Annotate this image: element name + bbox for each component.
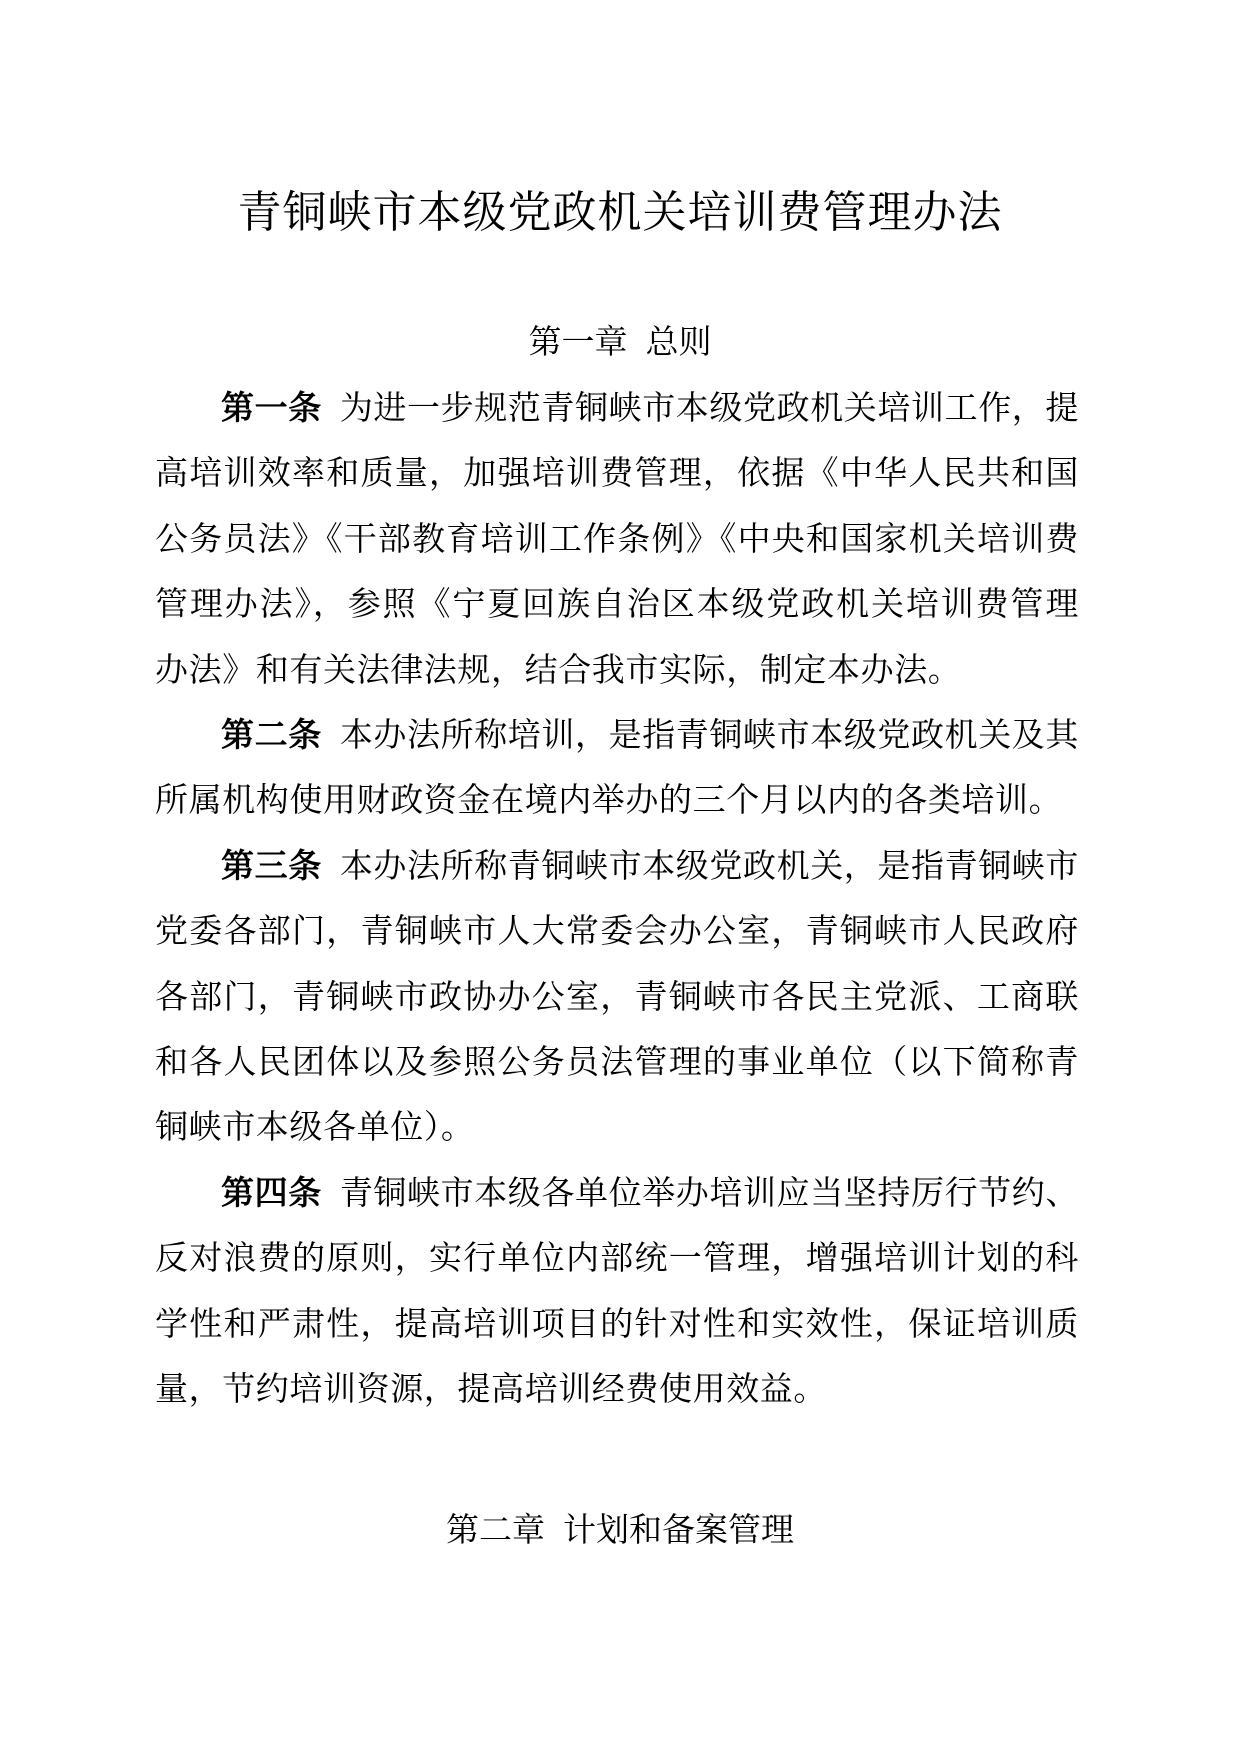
article-label: 第一条 [221, 388, 322, 427]
article-label: 第二条 [221, 715, 322, 755]
chapter-name: 计划和备案管理 [563, 1510, 794, 1549]
document-title: 青铜峡市本级党政机关培训费管理办法 [237, 187, 1003, 238]
article-text: 本办法所称培训，是指青铜峡市本级党政机关及其所属机构使用财政资金在境内举办的三个月以内的各类培训。 [155, 715, 1080, 820]
chapter-heading-1 [0, 312, 1240, 372]
chapter-1-body [155, 375, 1079, 1422]
article-text: 为进一步规范青铜峡市本级党政机关培训工作，提高培训效率和质量，加强培训费管理，依据《中华人民共和国公务员法》《干部教育培训工作条例》《中央和国家机关培训费管理办法》，参照《宁夏回族自治区本级党政机关培训费管理办法》和有关法律法规，结合我市实际，制定本办法。 [155, 388, 1080, 689]
chapter-number: 第二章 [446, 1510, 545, 1549]
chapter-number: 第一章 [528, 322, 628, 361]
article-text: 本办法所称青铜峡市本级党政机关，是指青铜峡市党委各部门，青铜峡市人大常委会办公室，青铜峡市人民政府各部门，青铜峡市政协办公室，青铜峡市各民主党派、工商联和各人民团体以及参照公务员法管理的事业单位（以下简称青铜峡市本级各单位）。 [155, 845, 1080, 1147]
article-4 [155, 1160, 1079, 1422]
chapter-name: 总则 [645, 322, 712, 361]
chapter-heading-2 [0, 1500, 1240, 1560]
article-text: 青铜峡市本级各单位举办培训应当坚持厉行节约、反对浪费的原则，实行单位内部统一管理，增强培训计划的科学性和严肃性，提高培训项目的针对性和实效性，保证培训质量，节约培训资源，提高培训经费使用效益。 [155, 1172, 1080, 1409]
article-1 [155, 375, 1079, 702]
article-2 [155, 702, 1079, 833]
article-3 [155, 833, 1079, 1160]
article-label: 第四条 [221, 1172, 322, 1212]
article-label: 第三条 [221, 845, 322, 885]
